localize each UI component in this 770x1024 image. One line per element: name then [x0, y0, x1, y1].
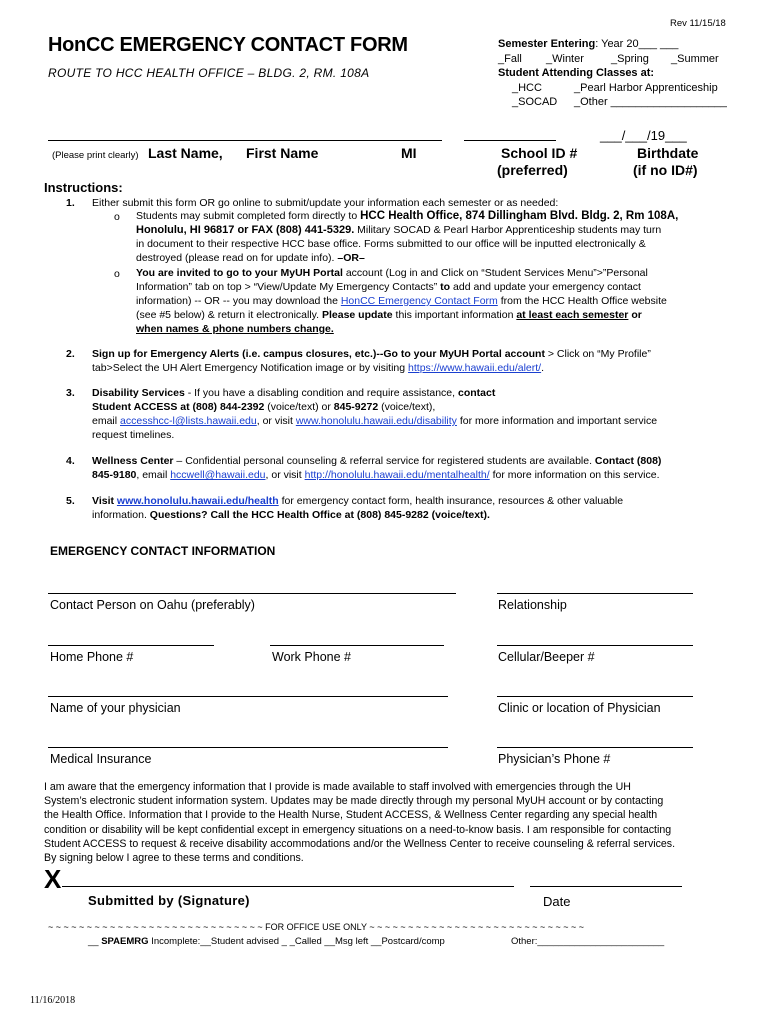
work-phone-line[interactable] [270, 645, 444, 646]
clinic-label: Clinic or location of Physician [498, 701, 661, 715]
access-email-link[interactable]: accesshcc-l@lists.hawaii.edu [120, 415, 257, 427]
physician-line[interactable] [48, 696, 448, 697]
item-2-text: Sign up for Emergency Alerts (i.e. campus closures, etc.)--Go to your MyUH Portal account > Click on “My Profile” tab>Select the UH Alert Emergency Notification image or by visiting https://www.hawaii.edu/alert/. [92, 348, 651, 374]
home-phone-label: Home Phone # [50, 650, 134, 664]
signature-x-mark: X [44, 864, 62, 894]
date-line[interactable] [530, 886, 682, 887]
preferred-label: (preferred) [497, 162, 568, 178]
item-1-number: 1. [66, 197, 75, 209]
clinic-line[interactable] [497, 696, 693, 697]
physician-phone-label: Physician’s Phone # [498, 752, 611, 766]
campus-hcc[interactable]: _HCC [512, 82, 542, 94]
consent-paragraph: I am aware that the emergency information that I provide is made available to staff involved with emergencies through the UH System’s electronic student information system. Updates may be made directly through my personal MyUH account or by contacting the Health Office. Information that I provide to the Health Nurse, Student ACCESS, & Wellness Center regarding any special health condition or disability will be kept confidential except in emergency situations on a need-to-know basis. I am responsible for contacting Student ACCESS to request & receive disability accommodations and/or the Wellness Center to receive counseling & referral services. By signing below I agree to these terms and conditions. [44, 781, 676, 865]
office-use-row: __ SPAEMRG Incomplete:__Student advised _ _Called __Msg left __Postcard/comp [88, 936, 445, 947]
item-4-number: 4. [66, 455, 75, 467]
revision-date: Rev 11/15/18 [670, 18, 726, 29]
emergency-heading: EMERGENCY CONTACT INFORMATION [50, 544, 276, 558]
item-2-number: 2. [66, 348, 75, 360]
contact-person-line[interactable] [48, 593, 456, 594]
term-winter[interactable]: _Winter [546, 53, 584, 65]
mentalhealth-link[interactable]: http://honolulu.hawaii.edu/mentalhealth/ [304, 469, 490, 481]
health-site-link[interactable]: www.honolulu.hawaii.edu/health [116, 495, 279, 507]
relationship-line[interactable] [497, 593, 693, 594]
relationship-label: Relationship [498, 598, 567, 612]
disability-link[interactable]: www.honolulu.hawaii.edu/disability [295, 415, 457, 427]
item-5-text: Visit www.honolulu.hawaii.edu/health for emergency contact form, health insurance, resources & other valuable information. Questions? Call the HCC Health Office at (808) 845-9282 (voice/text). [92, 495, 624, 521]
date-label: Date [543, 894, 571, 909]
spaemrg-code: SPAEMRG [101, 936, 149, 947]
semester-entering[interactable] [498, 38, 678, 50]
semester-year: : Year 20___ ___ [595, 38, 679, 50]
signature-line[interactable] [62, 886, 514, 887]
name-line[interactable] [48, 140, 442, 141]
item-5-number: 5. [66, 495, 75, 507]
bullet-icon: o [114, 211, 120, 223]
item-3-number: 3. [66, 387, 75, 399]
alert-link[interactable]: https://www.hawaii.edu/alert/ [408, 362, 542, 374]
birthdate-blank[interactable]: ___/___/19___ [600, 128, 687, 143]
semester-label: Semester Entering [498, 38, 596, 50]
cellular-label: Cellular/Beeper # [498, 650, 595, 664]
office-use-banner: ~ ~ ~ ~ ~ ~ ~ ~ ~ ~ ~ ~ ~ ~ ~ ~ ~ ~ ~ ~ ~ ~ ~ ~ ~ ~ ~ ~ FOR OFFICE USE ONLY ~ ~ ~ ~ ~ ~ ~ ~ ~ ~ ~ ~ ~ ~ ~ ~ ~ ~ ~ ~ ~ ~ ~ ~ ~ ~ ~ ~ [48, 922, 585, 932]
insurance-label: Medical Insurance [50, 752, 152, 766]
print-clearly-note: (Please print clearly) [52, 150, 139, 161]
school-id-label: School ID # [501, 145, 578, 161]
term-fall[interactable]: _Fall [498, 53, 522, 65]
download-form-link[interactable]: HonCC Emergency Contact Form [340, 295, 498, 307]
campus-socad[interactable]: _SOCAD [512, 96, 558, 108]
cellular-line[interactable] [497, 645, 693, 646]
insurance-line[interactable] [48, 747, 448, 748]
physician-phone-line[interactable] [497, 747, 693, 748]
campus-other[interactable]: _Other ___________________ [574, 96, 727, 108]
first-name-label: First Name [246, 145, 319, 161]
last-name-label: Last Name, [148, 145, 223, 161]
school-id-line[interactable] [464, 140, 556, 141]
footer-date: 11/16/2018 [30, 995, 76, 1006]
wellness-email-link[interactable]: hccwell@hawaii.edu [170, 469, 266, 481]
physician-label: Name of your physician [50, 701, 181, 715]
instructions-heading: Instructions: [44, 180, 123, 195]
if-no-id-label: (if no ID#) [633, 162, 698, 178]
campus-pearl-harbor[interactable]: _Pearl Harbor Apprenticeship [574, 82, 718, 94]
office-other[interactable]: Other:________________________ [511, 936, 665, 947]
bullet-icon: o [114, 268, 120, 280]
term-summer[interactable]: _Summer [671, 53, 719, 65]
route-instruction: ROUTE TO HCC HEALTH OFFICE – BLDG. 2, RM. 108A [48, 66, 370, 80]
birthdate-label: Birthdate [637, 145, 699, 161]
form-title: HonCC EMERGENCY CONTACT FORM [48, 34, 408, 56]
attending-label: Student Attending Classes at: [498, 67, 655, 79]
submitted-by-label: Submitted by (Signature) [88, 893, 250, 908]
contact-person-label: Contact Person on Oahu (preferably) [50, 598, 255, 612]
item-1a-text: Students may submit completed form directly to HCC Health Office, 874 Dillingham Blvd. Bldg. 2, Rm 108A, Honolulu, HI 96817 or FAX (808) 441-5329. Military SOCAD & Pearl Harbor Apprenticeship students may turn in document to their respective HCC base office. Forms submitted to our office will be inputted electronically & destroyed (please read on for update info). –OR– [136, 210, 679, 264]
item-3-text: Disability Services - If you have a disabling condition and require assistance, contact Student ACCESS at (808) 844-2392 (voice/text) or 845-9272 (voice/text), email accesshcc-l@lists.hawaii.edu, or visit www.honolulu.hawaii.edu/disability for more information and important service request timelines. [92, 387, 658, 441]
work-phone-label: Work Phone # [272, 650, 351, 664]
mi-label: MI [401, 145, 417, 161]
item-4-text: Wellness Center – Confidential personal counseling & referral service for registered students are available. Contact (808) 845-9180, email hccwell@hawaii.edu, or visit http://honolulu.hawaii.edu/mentalhealth/ for more information on this service. [92, 455, 662, 481]
term-spring[interactable]: _Spring [611, 53, 649, 65]
item-1-text: Either submit this form OR go online to submit/update your information each semester or as needed: [92, 197, 559, 209]
item-1b-text: You are invited to go to your MyUH Portal account (Log in and Click on “Student Services Menu”>”Personal Information” tab on top > “View/Update My Emergency Contacts” to add and update your emergency contact information) -- OR -- you may download the HonCC Emergency Contact Form from the HCC Health Office website (see #5 below) & return it electronically. Please update this important information at least each semester or when names & phone numbers change. [136, 267, 667, 335]
home-phone-line[interactable] [48, 645, 214, 646]
